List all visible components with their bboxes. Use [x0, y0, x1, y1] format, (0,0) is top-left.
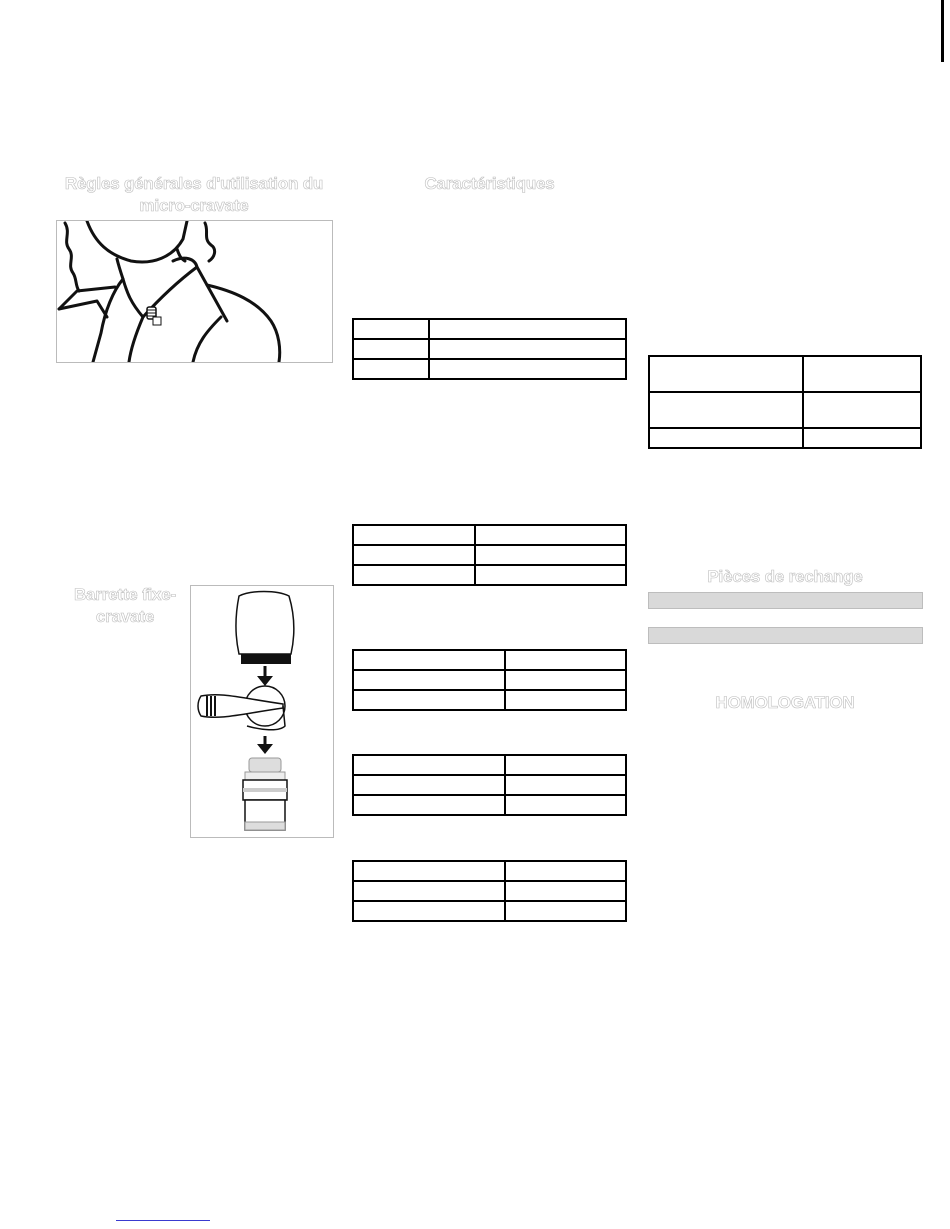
table-row: [649, 356, 921, 392]
table-cell: [803, 392, 921, 428]
table-row: [353, 690, 626, 710]
table-cell: [803, 356, 921, 392]
spec-table-5: [352, 860, 627, 922]
table-cell: [505, 690, 626, 710]
spec-table-2: [352, 524, 627, 586]
table-cell: [353, 359, 429, 379]
table-row: [353, 881, 626, 901]
heading-tie-clip: Barrette fixe-cravate: [73, 585, 177, 626]
table-cell: [505, 670, 626, 690]
table-row: [353, 861, 626, 881]
table-cell: [475, 525, 626, 545]
table-cell: [353, 901, 505, 921]
footer-link-underline: [116, 1220, 210, 1221]
table-cell: [505, 775, 626, 795]
table-cell: [353, 755, 505, 775]
table-cell: [429, 319, 626, 339]
table-cell: [353, 545, 475, 565]
table-row: [353, 650, 626, 670]
table-cell: [505, 650, 626, 670]
table-row: [353, 319, 626, 339]
table-cell: [803, 428, 921, 448]
table-cell: [505, 881, 626, 901]
table-cell: [353, 339, 429, 359]
spec-table-3: [352, 649, 627, 711]
table-cell: [475, 565, 626, 585]
table-row: [353, 755, 626, 775]
lavalier-usage-illustration: [56, 220, 333, 363]
table-cell: [353, 565, 475, 585]
table-cell: [505, 795, 626, 815]
table-row: [353, 339, 626, 359]
table-row: [353, 795, 626, 815]
table-row: [353, 565, 626, 585]
table-row: [353, 359, 626, 379]
table-cell: [353, 861, 505, 881]
edge-rule: [941, 0, 944, 62]
table-row: [353, 901, 626, 921]
table-cell: [649, 392, 803, 428]
clip-assembly-drawing: [191, 586, 333, 837]
heading-approval: HOMOLOGATION: [715, 693, 855, 712]
lavalier-mic-icon: [147, 307, 161, 325]
heading-features: Caractéristiques: [424, 174, 555, 193]
heading-spare-parts: Pièces de rechange: [707, 567, 863, 586]
table-cell: [429, 339, 626, 359]
table-cell: [505, 755, 626, 775]
spec-table-4: [352, 754, 627, 816]
table-cell: [649, 356, 803, 392]
table-cell: [429, 359, 626, 379]
table-row: [353, 670, 626, 690]
table-cell: [353, 881, 505, 901]
table-row: [353, 775, 626, 795]
top-margin: [0, 0, 950, 62]
table-cell: [505, 861, 626, 881]
table-row: [649, 392, 921, 428]
spec-table-6: [648, 355, 922, 449]
person-wearing-lavalier-drawing: [57, 221, 332, 362]
table-cell: [353, 670, 505, 690]
table-cell: [353, 795, 505, 815]
spare-part-row-2: [648, 627, 923, 644]
table-cell: [353, 319, 429, 339]
table-cell: [353, 525, 475, 545]
spec-table-1: [352, 318, 627, 380]
table-cell: [475, 545, 626, 565]
table-cell: [353, 775, 505, 795]
table-cell: [505, 901, 626, 921]
heading-general-rules: Règles générales d'utilisation du micro-cravate: [64, 174, 324, 215]
table-row: [649, 428, 921, 448]
tie-clip-assembly-illustration: [190, 585, 334, 838]
table-row: [353, 525, 626, 545]
table-row: [353, 545, 626, 565]
spare-part-row-1: [648, 592, 923, 609]
table-cell: [353, 650, 505, 670]
table-cell: [353, 690, 505, 710]
table-cell: [649, 428, 803, 448]
